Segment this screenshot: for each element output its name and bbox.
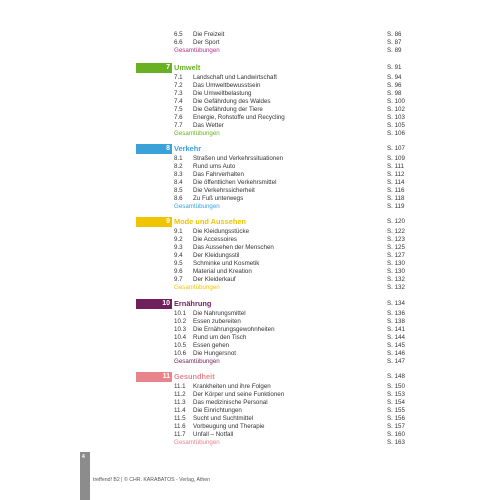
toc-entry-number: 10.2 [174,318,187,325]
toc-entry-title: Material und Kreation [193,268,252,275]
toc-entry-number: 8.4 [174,179,183,186]
toc-entry-title: Energie, Rohstoffe und Recycling [193,114,285,121]
toc-entry-number: 10.5 [174,342,187,349]
toc-entry-page: S. 106 [387,130,405,137]
toc-entry-row [174,82,409,90]
toc-entry-row [174,122,409,130]
toc-summary-row [174,203,409,211]
toc-entry-row [174,383,409,391]
section-header [136,144,409,154]
toc-entry-title: Die Kleidungsstücke [193,228,250,235]
section-entries [136,73,409,138]
toc-entry-number: 9.6 [174,268,183,275]
toc-entry-page: S. 163 [387,439,405,446]
toc-entry-number: 7.2 [174,82,183,89]
toc-entry-title: Landschaft und Landwirtschaft [193,74,277,81]
toc-entry-number: 7.4 [174,98,183,105]
toc-entry-page: S. 157 [387,423,405,430]
section-title: Umwelt [174,63,201,72]
toc-entry-number: 7.3 [174,90,183,97]
toc-entry-number: 11.4 [174,407,186,414]
toc-entry-row [174,334,409,342]
toc-entry-row [174,423,409,431]
toc-entry-number: 11.1 [174,383,186,390]
toc-section [136,144,409,211]
section-entries [136,154,409,211]
toc-entry-title: Essen zubereiten [193,318,241,325]
toc-entry-page: S. 153 [387,391,405,398]
toc-entry-title: Rund ums Auto [193,163,236,170]
toc-preamble [174,31,409,55]
toc-entry-title: Das Umweltbewusstsein [193,82,261,89]
toc-entry-row [174,326,409,334]
toc-entry-number: 9.1 [174,228,183,235]
section-header [136,63,409,73]
toc-entry-row [174,74,409,82]
section-number: 7 [166,64,170,71]
toc-entry-title: Zu Fuß unterwegs [193,195,244,202]
toc-entry-title: Der Sport [193,39,220,46]
section-number: 8 [166,145,170,152]
toc-entry-number: 11.7 [174,431,186,438]
toc-entry-page: S. 130 [387,260,405,267]
toc-section [136,63,409,138]
toc-entry-page: S. 114 [387,179,405,186]
toc-entry-page: S. 154 [387,399,405,406]
toc-entry-number: 9.2 [174,236,183,243]
toc-entry-title: Der Kleiderkauf [193,276,236,283]
toc-summary-row [174,130,409,138]
toc-entry-page: S. 155 [387,407,405,414]
toc-entry-title: Schminke und Kosmetik [193,260,260,267]
toc-entry-page: S. 146 [387,350,405,357]
toc-entry-number: 11.2 [174,391,186,398]
toc-entry-page: S. 130 [387,268,405,275]
toc-entry-title: Die Gefährdung des Waldes [193,98,271,105]
toc-entry-page: S. 98 [387,90,402,97]
toc-entry-title: Der Körper und seine Funktionen [193,391,285,398]
toc-entry-title: Die Nahrungsmittel [193,310,246,317]
toc-entry-title: Unfall – Notfall [193,431,234,438]
toc-entry-title: Die Verkehrssicherheit [193,187,255,194]
toc-entry-page: S. 147 [387,358,405,365]
toc-entry-number: 8.6 [174,195,183,202]
toc-entry-number: 9.3 [174,244,183,251]
toc-entry-number: 6.6 [174,39,183,46]
toc-summary-title: Gesamtübungen [174,203,220,210]
toc-entry-number: 8.5 [174,187,183,194]
toc-entry-number: 9.4 [174,252,183,259]
toc-entry-row [174,260,409,268]
toc-entry-page: S. 100 [387,98,405,105]
toc-entry-number: 10.3 [174,326,187,333]
toc-entry-page: S. 116 [387,187,405,194]
toc-entry-page: S. 89 [387,47,402,54]
section-title: Verkehr [174,144,202,153]
toc-entry-page: S. 132 [387,284,405,291]
toc-entry-page: S. 136 [387,310,405,317]
toc-entry-row [174,106,409,114]
toc-entry-number: 8.1 [174,155,183,162]
toc-entry-page: S. 102 [387,106,405,113]
toc-entry-page: S. 112 [387,171,405,178]
toc-summary-title: Gesamtübungen [174,130,220,137]
toc-entry-row [174,391,409,399]
toc-entry-number: 11.3 [174,399,186,406]
toc-entry-title: Die Umweltbelastung [193,90,252,97]
toc-summary-row [174,47,409,55]
toc-entry-row [174,310,409,318]
toc-entry-page: S. 109 [387,155,405,162]
toc-entry-title: Sucht und Suchtmittel [193,415,254,422]
toc-entry-title: Die Hungersnot [193,350,236,357]
section-color-bar [136,372,172,382]
toc-entry-number: 11.5 [174,415,186,422]
toc-entry-title: Das Wetter [193,122,224,129]
toc-entry-page: S. 118 [387,195,405,202]
section-page: S. 148 [387,373,405,380]
toc-entry-page: S. 141 [387,326,405,333]
toc-entry-page: S. 156 [387,415,405,422]
toc-entry-row [174,236,409,244]
toc-summary-row [174,358,409,366]
toc-entry-row [174,155,409,163]
section-page: S. 120 [387,218,405,225]
toc-summary-row [174,284,409,292]
section-page: S. 107 [387,145,405,152]
toc-entry-number: 7.1 [174,74,183,81]
toc-summary-title: Gesamtübungen [174,47,220,54]
section-page: S. 91 [387,64,402,71]
toc-summary-title: Gesamtübungen [174,439,220,446]
section-title: Mode und Aussehen [174,217,246,226]
toc-entry-row [174,415,409,423]
toc-entry-number: 7.6 [174,114,183,121]
toc-entry-number: 7.5 [174,106,183,113]
toc-entry-number: 11.6 [174,423,186,430]
section-header [136,372,409,382]
toc-entry-page: S. 144 [387,334,405,341]
toc-entry-row [174,39,409,47]
toc-entry-row [174,431,409,439]
toc-section [136,299,409,366]
section-page: S. 134 [387,300,405,307]
toc-section [136,372,409,447]
toc-entry-number: 10.1 [174,310,187,317]
toc-entry-page: S. 160 [387,431,405,438]
toc-entry-row [174,252,409,260]
toc-entry-page: S. 150 [387,383,405,390]
toc-entry-page: S. 105 [387,122,405,129]
toc-entry-title: Die Accessoires [193,236,238,243]
toc-entry-page: S. 87 [387,39,402,46]
toc-entry-title: Krankheiten und ihre Folgen [193,383,271,390]
section-entries [136,382,409,447]
toc-entry-title: Der Kleidungsstil [193,252,240,259]
toc-entry-page: S. 96 [387,82,402,89]
toc-entry-title: Vorbeugung und Therapie [193,423,265,430]
toc-entry-title: Straßen und Verkehrssituationen [193,155,284,162]
toc-entry-page: S. 127 [387,252,405,259]
toc-entry-page: S. 111 [387,163,404,170]
toc-entry-row [174,399,409,407]
toc-entry-title: Die Ernährungsgewohnheiten [193,326,275,333]
toc-entry-page: S. 145 [387,342,405,349]
toc-entry-page: S. 122 [387,228,405,235]
toc-entry-page: S. 86 [387,31,402,38]
footer-publisher-text: treffend! B2 | © CHR. KARABATOS - Verlag, Athen [93,477,211,483]
section-color-bar [136,63,172,73]
toc-entry-number: 10.4 [174,334,187,341]
toc-entry-row [174,228,409,236]
toc-entry-page: S. 132 [387,276,405,283]
toc-entry-page: S. 119 [387,203,405,210]
toc-entry-row [174,179,409,187]
toc-entry-row [174,90,409,98]
toc-entry-title: Das medizinische Personal [193,399,268,406]
toc-entry-page: S. 125 [387,244,405,251]
section-entries [136,227,409,292]
toc-entry-number: 9.7 [174,276,183,283]
toc-entry-row [174,98,409,106]
section-header [136,299,409,309]
toc-entry-row [174,318,409,326]
section-header [136,217,409,227]
toc-entry-title: Das Aussehen der Menschen [193,244,274,251]
toc-summary-title: Gesamtübungen [174,358,220,365]
toc-entry-title: Die Gefährdung der Tiere [193,106,263,113]
toc-entry-row [174,244,409,252]
toc-entry-title: Das Fahrverhalten [193,171,244,178]
toc-entry-page: S. 94 [387,74,402,81]
toc-entry-number: 9.5 [174,260,183,267]
toc-entry-row [174,407,409,415]
section-number: 9 [166,218,170,225]
section-entries [136,309,409,366]
toc-entry-title: Essen gehen [193,342,230,349]
toc-entry-row [174,268,409,276]
toc-entry-row [174,114,409,122]
toc-entry-row [174,171,409,179]
toc-section [136,217,409,292]
toc-entry-row [174,276,409,284]
section-number: 10 [162,300,170,307]
section-color-bar [136,299,172,309]
toc-entry-title: Die Freizeit [193,31,225,38]
toc-entry-page: S. 123 [387,236,405,243]
toc-entry-row [174,342,409,350]
section-color-bar [136,217,172,227]
toc-entry-row [174,163,409,171]
toc-entry-page: S. 103 [387,114,405,121]
toc-entry-number: 8.2 [174,163,183,170]
toc-entry-number: 6.5 [174,31,183,38]
toc-entry-page: S. 138 [387,318,405,325]
toc-entry-title: Die Einrichtungen [193,407,242,414]
toc-entry-row [174,350,409,358]
toc-entry-row [174,31,409,39]
toc-entry-number: 8.3 [174,171,183,178]
section-color-bar [136,144,172,154]
toc-summary-title: Gesamtübungen [174,284,220,291]
toc-entry-row [174,195,409,203]
section-number: 11 [162,373,170,380]
toc-entry-number: 10.6 [174,350,187,357]
toc-entry-row [174,187,409,195]
toc-entry-title: Die öffentlichen Verkehrsmittel [193,179,277,186]
footer-page-number: 4 [82,454,85,460]
section-title: Gesundheit [174,372,215,381]
toc-entry-number: 7.7 [174,122,183,129]
section-title: Ernährung [174,299,212,308]
toc-entry-title: Rund um den Tisch [193,334,247,341]
toc-summary-row [174,439,409,447]
